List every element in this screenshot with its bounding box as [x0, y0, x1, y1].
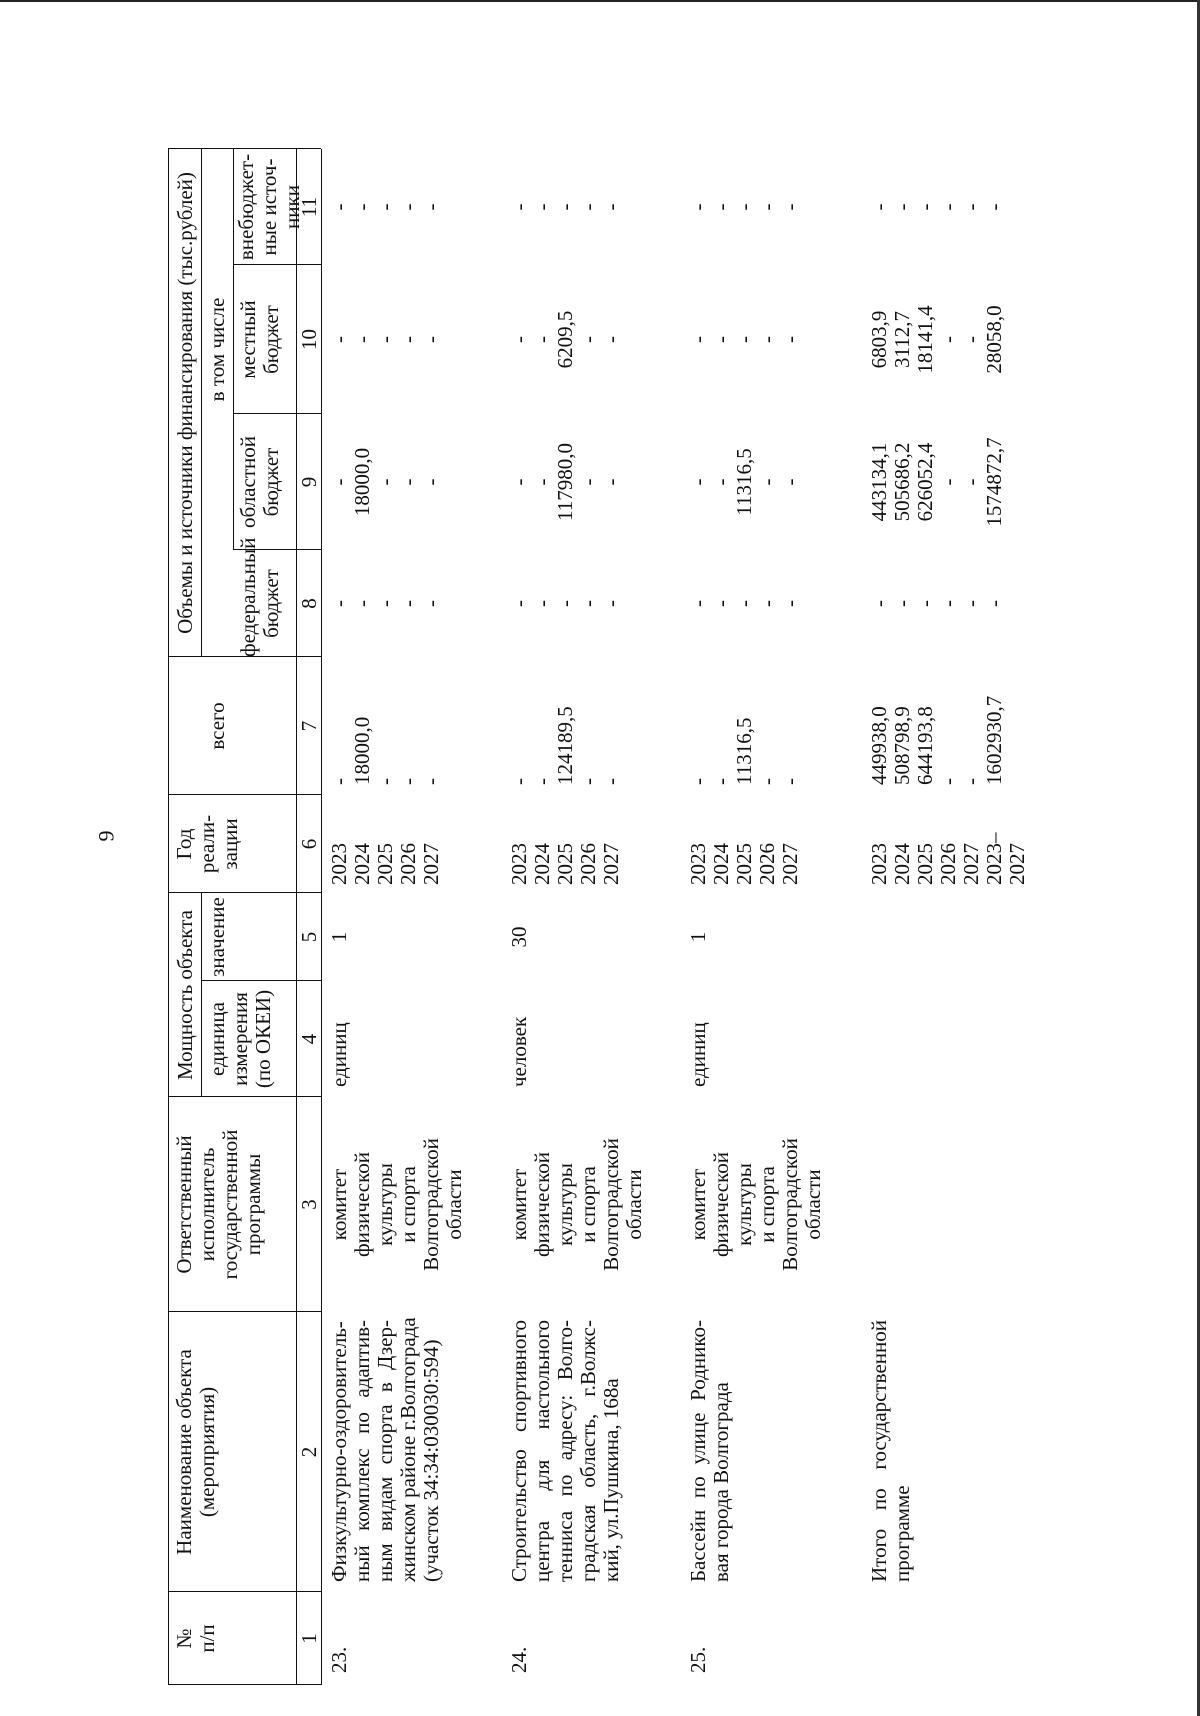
summary-local	[868, 265, 1006, 414]
total-funding-line: -	[327, 778, 351, 785]
regional-budget-line: -	[419, 478, 443, 486]
regional-budget-line: -	[507, 478, 531, 486]
federal-budget-line: -	[732, 600, 756, 607]
local-budget-line: -	[373, 336, 397, 343]
summary-local-line: 3112,7	[890, 311, 914, 368]
summary-offbudget-line: -	[959, 203, 983, 211]
year-list	[328, 799, 443, 885]
year-list-line: 2025	[732, 843, 756, 885]
summary-federal-line: -	[890, 600, 914, 607]
summary-regional	[868, 414, 1006, 550]
summary-local-line: 28058,0	[982, 305, 1006, 374]
summary-offbudget-line: -	[936, 203, 960, 211]
col-number-7: 7	[297, 720, 321, 732]
summary-local-line: -	[959, 336, 983, 343]
year-list	[687, 799, 802, 885]
capacity-unit: единиц	[327, 1022, 351, 1087]
capacity-value: 30	[507, 926, 531, 948]
col-number-9: 9	[297, 476, 321, 488]
total-funding	[328, 665, 443, 785]
capacity-value: 1	[327, 931, 351, 943]
regional-budget-line: -	[755, 478, 779, 486]
year-list-line: 2024	[709, 843, 733, 885]
federal-budget-line: -	[709, 600, 733, 607]
regional-budget-line: -	[373, 478, 397, 486]
offbudget-sources	[687, 149, 802, 265]
header-unit: единица измерения (по ОКЕИ)	[205, 989, 275, 1089]
regional-budget	[328, 414, 443, 550]
local-budget-line: -	[419, 336, 443, 343]
object-name-line: жинском районе г.Волгограда	[396, 1317, 420, 1582]
federal-budget-line: -	[327, 600, 351, 607]
header-local: местный бюджет	[236, 300, 283, 379]
offbudget-sources-line: -	[686, 203, 710, 211]
offbudget-sources-line: -	[507, 203, 531, 211]
total-funding-line: -	[507, 778, 531, 785]
year-list-line: 2023	[327, 843, 351, 885]
regional-budget	[687, 414, 802, 550]
summary-local-line: -	[936, 336, 960, 343]
responsible-executor	[328, 1097, 466, 1312]
total-funding-line: -	[576, 778, 600, 785]
summary-regional-line: 505686,2	[890, 442, 914, 522]
federal-budget-line: -	[599, 600, 623, 607]
federal-budget-line: -	[755, 600, 779, 607]
federal-budget-line: -	[686, 600, 710, 607]
summary-years-line: 2027	[1005, 843, 1029, 885]
year-list-line: 2026	[396, 843, 420, 885]
regional-budget-line: -	[530, 478, 554, 486]
capacity-unit: человек	[507, 1016, 531, 1087]
summary-federal	[868, 550, 1006, 657]
federal-budget-line: -	[530, 600, 554, 607]
summary-offbudget-line: -	[982, 203, 1006, 211]
offbudget-sources-line: -	[778, 203, 802, 211]
year-list-line: 2027	[419, 843, 443, 885]
responsible-executor	[687, 1097, 825, 1312]
offbudget-sources	[328, 149, 443, 265]
regional-budget-line: -	[576, 478, 600, 486]
object-name-line: Физкультурно-оздоровитель-	[327, 1321, 351, 1582]
object-name-line: ным видам спорта в Дзер-	[373, 1320, 397, 1582]
summary-years	[868, 799, 1029, 885]
offbudget-sources-line: -	[755, 203, 779, 211]
responsible-executor-line: области	[622, 1169, 646, 1240]
header-num: № п/п	[172, 1624, 219, 1653]
local-budget	[328, 265, 443, 414]
summary-offbudget	[868, 149, 1006, 265]
object-name-line: Строительство спортивного	[507, 1320, 531, 1582]
summary-regional-line: 626052,4	[913, 442, 937, 522]
local-budget	[508, 265, 623, 414]
header-name: Наименование объекта (мероприятия)	[172, 1349, 219, 1555]
regional-budget-line: -	[327, 478, 351, 486]
offbudget-sources-line: -	[396, 203, 420, 211]
responsible-executor-line: комитет	[686, 1168, 710, 1241]
total-funding-line: -	[396, 778, 420, 785]
local-budget-line: -	[396, 336, 420, 343]
regional-budget-line: -	[686, 478, 710, 486]
regional-budget-line: -	[709, 478, 733, 486]
responsible-executor-line: физической	[350, 1152, 374, 1257]
responsible-executor-line: области	[442, 1169, 466, 1240]
header-offbudget: внебюджет- ные источ- ники	[234, 153, 304, 261]
col-number-3: 3	[297, 1199, 321, 1210]
summary-years-line: 2023–	[982, 832, 1006, 885]
local-budget-line: -	[778, 336, 802, 343]
year-list-line: 2023	[686, 843, 710, 885]
total-funding-line: -	[530, 778, 554, 785]
col-number-10: 10	[297, 329, 321, 350]
offbudget-sources-line: -	[419, 203, 443, 211]
federal-budget-line: -	[350, 600, 374, 607]
object-name-line: градская область, г.Волжс-	[576, 1320, 600, 1582]
total-funding-line: -	[373, 778, 397, 785]
col-number-4: 4	[297, 1033, 321, 1045]
federal-budget	[328, 550, 443, 657]
summary-years-line: 2027	[959, 843, 983, 885]
year-list-line: 2026	[576, 843, 600, 885]
local-budget-line: -	[507, 336, 531, 343]
responsible-executor-line: культуры	[553, 1163, 577, 1246]
responsible-executor-line: Волгоградской	[599, 1138, 623, 1271]
summary-federal-line: -	[982, 600, 1006, 607]
object-name-line: (участок 34:34:030030:594)	[419, 1339, 443, 1582]
summary-offbudget-line: -	[890, 203, 914, 211]
local-budget-line: -	[530, 336, 554, 343]
summary-total-line: 1602930,7	[982, 695, 1006, 785]
offbudget-sources-line: -	[373, 203, 397, 211]
object-name-line: Бассейн по улице Роднико-	[686, 1320, 710, 1582]
object-name-line: кий, ул.Пушкина, 168а	[599, 1378, 623, 1582]
summary-federal-line: -	[913, 600, 937, 607]
local-budget-line: -	[599, 336, 623, 343]
offbudget-sources-line: -	[350, 203, 374, 211]
page-number: 9	[93, 830, 119, 842]
summary-local-line: 6803,9	[867, 310, 891, 369]
local-budget	[687, 265, 802, 414]
responsible-executor-line: Волгоградской	[778, 1138, 802, 1271]
table-top-border	[168, 149, 169, 1685]
offbudget-sources-line: -	[732, 203, 756, 211]
col-number-1: 1	[297, 1633, 321, 1644]
responsible-executor	[508, 1097, 646, 1312]
total-funding-line: -	[755, 778, 779, 785]
scan-top-edge	[0, 0, 1200, 2]
offbudget-sources-line: -	[599, 203, 623, 211]
header-total: всего	[205, 702, 229, 750]
federal-budget-line: -	[778, 600, 802, 607]
local-budget-line: -	[350, 336, 374, 343]
row-number: 25.	[686, 1646, 710, 1673]
col-number-2: 2	[297, 1446, 321, 1458]
total-funding-line: -	[709, 778, 733, 785]
total-funding-line: -	[686, 778, 710, 785]
federal-budget-line: -	[396, 600, 420, 607]
responsible-executor-line: области	[801, 1169, 825, 1240]
total-funding	[687, 665, 802, 785]
summary-total-line: -	[959, 778, 983, 785]
summary-total-line: -	[936, 778, 960, 785]
summary-label-line: Итого по государственной	[867, 1320, 891, 1582]
responsible-executor-line: Волгоградской	[419, 1138, 443, 1271]
year-list-line: 2026	[755, 843, 779, 885]
summary-years-line: 2024	[890, 843, 914, 885]
local-budget-line: 6209,5	[553, 310, 577, 369]
year-list-line: 2024	[350, 843, 374, 885]
col-number-5: 5	[297, 931, 321, 943]
header-capacity: Мощность объекта	[173, 910, 197, 1080]
row-number: 24.	[507, 1646, 531, 1673]
summary-federal-line: -	[936, 600, 960, 607]
header-finance: Объемы и источники финансирования (тыс.рублей)	[173, 172, 197, 634]
summary-regional-line: -	[936, 478, 960, 486]
object-name-line: вая города Волгограда	[709, 1382, 733, 1582]
responsible-executor-line: физической	[709, 1152, 733, 1257]
offbudget-sources-line: -	[530, 203, 554, 211]
header-including: в том числе	[205, 297, 229, 402]
col-number-6: 6	[297, 838, 321, 850]
total-funding-line: -	[778, 778, 802, 785]
local-budget-line: -	[327, 336, 351, 343]
responsible-executor-line: культуры	[732, 1163, 756, 1246]
local-budget-line: -	[732, 336, 756, 343]
federal-budget-line: -	[576, 600, 600, 607]
year-list-line: 2024	[530, 843, 554, 885]
offbudget-sources-line: -	[327, 203, 351, 211]
total-funding	[508, 665, 623, 785]
object-name	[508, 1320, 623, 1582]
capacity-value: 1	[686, 931, 710, 943]
year-list-line: 2023	[507, 843, 531, 885]
responsible-executor-line: комитет	[327, 1168, 351, 1241]
regional-budget	[508, 414, 623, 550]
year-list	[508, 799, 623, 885]
total-funding-line: 18000,0	[350, 716, 374, 785]
summary-total-line: 449938,0	[867, 706, 891, 785]
finance-header-line	[201, 149, 202, 657]
offbudget-sources-line: -	[553, 203, 577, 211]
summary-offbudget-line: -	[867, 203, 891, 211]
local-budget-line: -	[755, 336, 779, 343]
header-federal: федеральный бюджет	[236, 537, 283, 657]
object-name	[327, 1317, 443, 1582]
summary-years-line: 2026	[936, 843, 960, 885]
summary-regional-line: -	[959, 478, 983, 486]
offbudget-sources	[508, 149, 623, 265]
summary-regional-line: 1574872,7	[982, 437, 1006, 527]
federal-budget	[687, 550, 802, 657]
summary-total-line: 508798,9	[890, 706, 914, 785]
object-name-line: тенниса по адресу: Волго-	[553, 1320, 577, 1582]
header-value: значение	[205, 897, 229, 977]
total-funding-line: 11316,5	[732, 717, 756, 785]
summary-label-line: программе	[890, 1485, 914, 1582]
total-funding-line: -	[419, 778, 443, 785]
local-budget-line: -	[709, 336, 733, 343]
federal-budget	[508, 550, 623, 657]
header-regional: областной бюджет	[236, 436, 283, 528]
federal-budget-line: -	[419, 600, 443, 607]
responsible-executor-line: комитет	[507, 1168, 531, 1241]
summary-total-line: 644193,8	[913, 706, 937, 785]
regional-budget-line: -	[599, 478, 623, 486]
regional-budget-line: -	[778, 478, 802, 486]
summary-local-line: 18141,4	[913, 305, 937, 374]
summary-offbudget-line: -	[913, 203, 937, 211]
summary-federal-line: -	[867, 600, 891, 607]
object-name	[687, 1320, 733, 1582]
regional-budget-line: -	[396, 478, 420, 486]
federal-budget-line: -	[553, 600, 577, 607]
regional-budget-line: 18000,0	[350, 447, 374, 517]
capacity-unit: единиц	[686, 1022, 710, 1087]
responsible-executor-line: и спорта	[396, 1166, 420, 1243]
summary-label	[868, 1320, 914, 1582]
summary-years-line: 2023	[867, 843, 891, 885]
year-list-line: 2025	[373, 843, 397, 885]
responsible-executor-line: и спорта	[576, 1166, 600, 1243]
responsible-executor-line: культуры	[373, 1163, 397, 1246]
responsible-executor-line: и спорта	[755, 1166, 779, 1243]
header-year: Год реали- зации	[172, 814, 242, 874]
total-funding-line: -	[599, 778, 623, 785]
row-number: 23.	[327, 1646, 351, 1673]
capacity-header-line	[201, 893, 202, 1097]
col-number-8: 8	[297, 598, 321, 609]
col-number-11: 11	[297, 196, 321, 218]
summary-total	[868, 665, 1006, 785]
total-funding-line: 124189,5	[553, 706, 577, 785]
local-budget-line: -	[576, 336, 600, 343]
summary-years-line: 2025	[913, 843, 937, 885]
regional-budget-line: 117980,0	[553, 443, 577, 521]
offbudget-sources-line: -	[709, 203, 733, 211]
local-budget-line: -	[686, 336, 710, 343]
responsible-executor-line: физической	[530, 1152, 554, 1257]
col-number-row-bottom	[321, 149, 322, 1685]
federal-budget-line: -	[373, 600, 397, 607]
year-list-line: 2025	[553, 843, 577, 885]
rotated-table	[168, 5, 1200, 1685]
federal-budget-line: -	[507, 600, 531, 607]
summary-regional-line: 443134,1	[867, 442, 891, 522]
object-name-line: ный комплекс по адаптив-	[350, 1320, 374, 1582]
header-responsible: Ответственный исполнитель государственной программы	[172, 1129, 265, 1280]
year-list-line: 2027	[778, 843, 802, 885]
regional-budget-line: 11316,5	[732, 448, 756, 516]
summary-federal-line: -	[959, 600, 983, 607]
year-list-line: 2027	[599, 843, 623, 885]
object-name-line: центра для настольного	[530, 1320, 554, 1582]
offbudget-sources-line: -	[576, 203, 600, 211]
